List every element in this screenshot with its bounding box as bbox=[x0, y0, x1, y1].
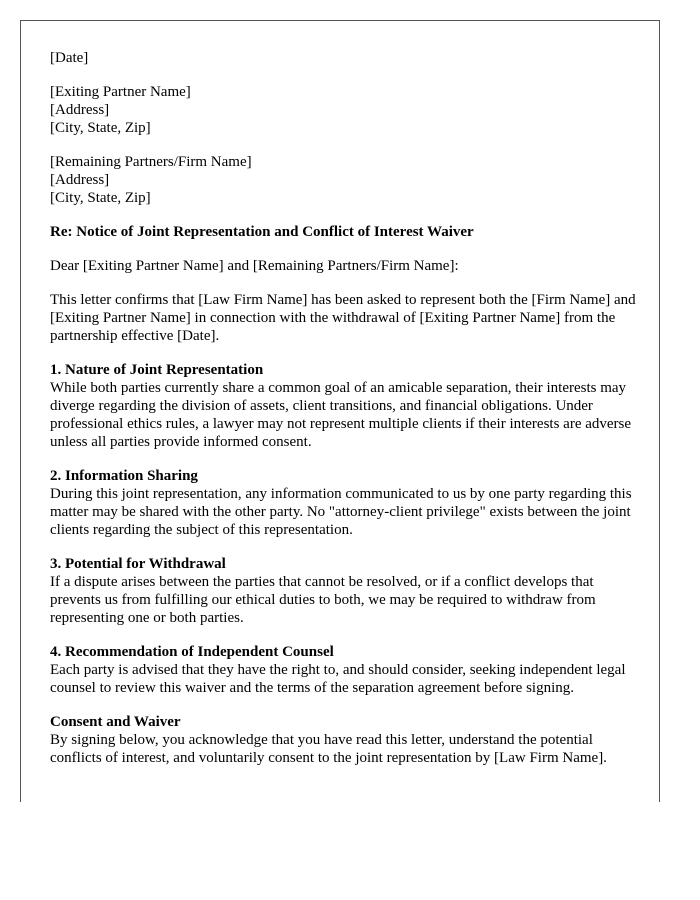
remaining-partners-address bbox=[50, 153, 640, 207]
section-heading: 2. Information Sharing bbox=[50, 468, 198, 484]
section-independent-counsel bbox=[50, 643, 640, 697]
remaining-partners-city: [City, State, Zip] bbox=[50, 190, 151, 206]
section-information-sharing bbox=[50, 467, 640, 539]
section-withdrawal bbox=[50, 555, 640, 627]
subject-line: Re: Notice of Joint Representation and Conflict of Interest Waiver bbox=[50, 224, 474, 240]
section-heading: 3. Potential for Withdrawal bbox=[50, 556, 226, 572]
section-heading: 1. Nature of Joint Representation bbox=[50, 362, 264, 378]
section-heading: Consent and Waiver bbox=[50, 714, 181, 730]
date-block bbox=[50, 49, 640, 67]
intro-paragraph bbox=[50, 291, 640, 345]
section-heading: 4. Recommendation of Independent Counsel bbox=[50, 644, 334, 660]
remaining-partners-name: [Remaining Partners/Firm Name] bbox=[50, 154, 252, 170]
letter-page bbox=[20, 20, 660, 802]
remaining-partners-street: [Address] bbox=[50, 172, 110, 188]
exiting-partner-address bbox=[50, 83, 640, 137]
letter-date: [Date] bbox=[50, 50, 89, 66]
section-body: Each party is advised that they have the right to, and should consider, seeking independent legal counsel to review this waiver and the terms of the separation agreement before signing. bbox=[50, 662, 626, 696]
exiting-partner-name: [Exiting Partner Name] bbox=[50, 84, 191, 100]
salutation bbox=[50, 257, 640, 275]
letter-body bbox=[50, 49, 640, 783]
section-body: If a dispute arises between the parties that cannot be resolved, or if a conflict develops that prevents us from fulfilling our ethical duties to both, we may be required to withdraw from representing one or both parties. bbox=[50, 574, 596, 626]
section-consent-waiver bbox=[50, 713, 640, 767]
section-body: By signing below, you acknowledge that you have read this letter, understand the potential conflicts of interest, and voluntarily consent to the joint representation by [Law Firm Name]. bbox=[50, 732, 607, 766]
section-joint-representation bbox=[50, 361, 640, 451]
exiting-partner-city: [City, State, Zip] bbox=[50, 120, 151, 136]
intro-text: This letter confirms that [Law Firm Name] has been asked to represent both the [Firm Name] and [Exiting Partner Name] in connection with the withdrawal of [Exiting Partner Name] from the partnership effective [Date]. bbox=[50, 292, 636, 344]
salutation-text: Dear [Exiting Partner Name] and [Remaining Partners/Firm Name]: bbox=[50, 258, 459, 274]
section-body: During this joint representation, any information communicated to us by one party regarding this matter may be shared with the other party. No "attorney-client privilege" exists between the joint clients regarding the subject of this representation. bbox=[50, 486, 632, 538]
section-body: While both parties currently share a common goal of an amicable separation, their interests may diverge regarding the division of assets, client transitions, and financial obligations. Under professional ethics rules, a lawyer may not represent multiple clients if their interests are adverse unless all parties provide informed consent. bbox=[50, 380, 632, 450]
exiting-partner-street: [Address] bbox=[50, 102, 110, 118]
